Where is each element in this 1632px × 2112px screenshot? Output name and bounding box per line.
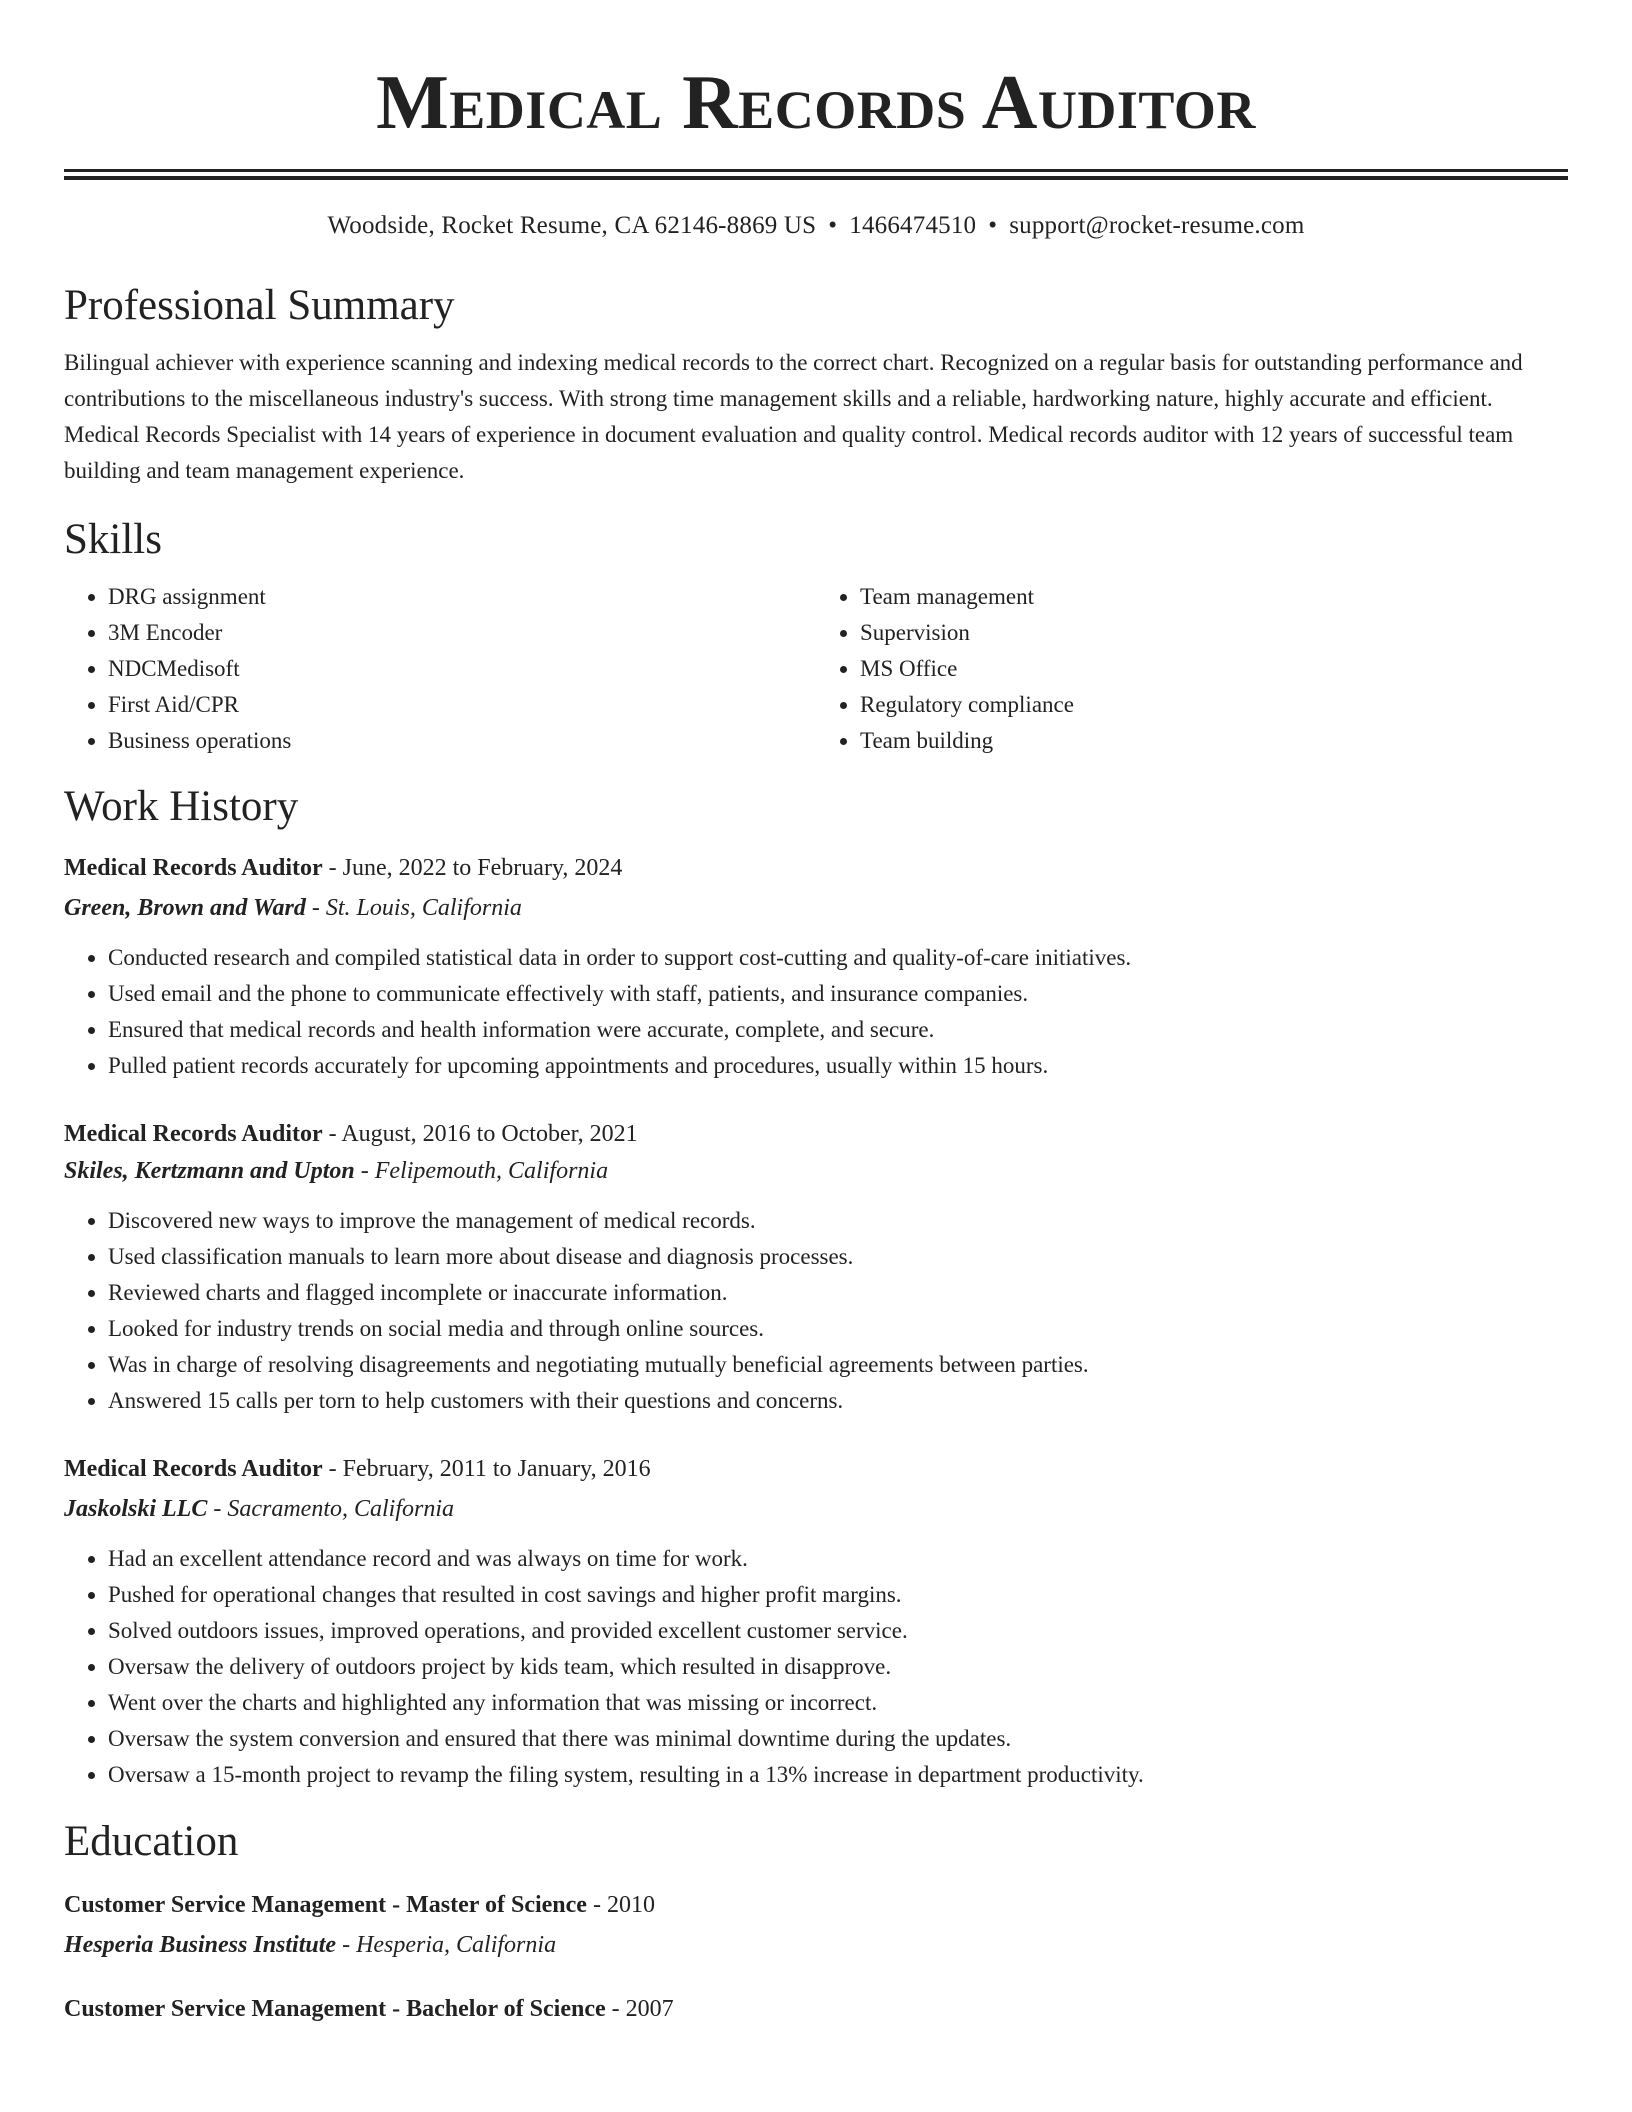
header-double-rule (64, 169, 1568, 180)
contact-phone: 1466474510 (849, 212, 977, 239)
job-role: Medical Records Auditor (64, 1121, 323, 1147)
job-role: Medical Records Auditor (64, 1456, 323, 1482)
job-bullet: • Oversaw the delivery of outdoors project by kids team, which resulted in disapprove. (108, 1649, 1568, 1685)
job-bullet: • Discovered new ways to improve the management of medical records. (108, 1203, 1568, 1239)
summary-heading: Professional Summary (64, 282, 455, 329)
skills-column-left (64, 579, 816, 759)
education-location: Hesperia, California (356, 1932, 557, 1958)
job-entry (64, 1451, 1568, 1793)
job-employer (64, 890, 1568, 926)
job-bullet: • Answered 15 calls per torn to help customers with their questions and concerns. (108, 1383, 1568, 1419)
job-company: Skiles, Kertzmann and Upton (64, 1158, 355, 1184)
job-company: Green, Brown and Ward (64, 895, 306, 921)
job-location: Sacramento, California (227, 1496, 455, 1522)
skills-list (64, 579, 1568, 759)
job-bullet: • Solved outdoors issues, improved operations, and provided excellent customer service. (108, 1613, 1568, 1649)
dash: - (354, 1158, 375, 1184)
skill-item: • NDCMedisoft (108, 651, 816, 687)
dash: - (336, 1932, 357, 1958)
education-entry (64, 1887, 1568, 1963)
job-dates: June, 2022 to February, 2024 (342, 855, 623, 881)
contact-line (64, 210, 1568, 242)
skill-item: • MS Office (860, 651, 1568, 687)
resume-name: Medical Records Auditor (376, 59, 1256, 145)
skill-item: • DRG assignment (108, 579, 816, 615)
dash: - (207, 1496, 228, 1522)
skill-item: • 3M Encoder (108, 615, 816, 651)
job-bullet: • Oversaw the system conversion and ensured that there was minimal downtime during the updates. (108, 1721, 1568, 1757)
job-bullets (64, 940, 1568, 1084)
education-degree: Customer Service Management - Master of Science (64, 1892, 587, 1918)
job-location: St. Louis, California (325, 895, 522, 921)
job-bullet: • Had an excellent attendance record and was always on time for work. (108, 1541, 1568, 1577)
education-year: 2010 (606, 1892, 655, 1918)
summary-text: Bilingual achiever with experience scanning and indexing medical records to the correct chart. Recognized on a regular basis for outstanding performance and contributions to the miscellaneous industry's success. With strong time management skills and a reliable, hardworking nature, highly accurate and efficient. Medical Records Specialist with 14 years of experience in document evaluation and quality control. Medical records auditor with 12 years of successful team building and team management experience. (64, 350, 1523, 483)
skill-item: • Team management (860, 579, 1568, 615)
skills-column-right (816, 579, 1568, 759)
skill-item: • Regulatory compliance (860, 687, 1568, 723)
skill-item: • Supervision (860, 615, 1568, 651)
education-school: Hesperia Business Institute (64, 1932, 337, 1958)
education-year: 2007 (625, 1996, 674, 2022)
education-heading: Education (64, 1818, 239, 1865)
job-dates: February, 2011 to January, 2016 (342, 1456, 651, 1482)
skills-heading: Skills (64, 516, 162, 563)
job-bullet: • Was in charge of resolving disagreements and negotiating mutually beneficial agreements between parties. (108, 1347, 1568, 1383)
education-header (64, 1991, 1568, 2027)
job-role: Medical Records Auditor (64, 855, 323, 881)
dash: - (322, 855, 343, 881)
dash: - (586, 1892, 607, 1918)
job-bullet: • Used classification manuals to learn more about disease and diagnosis processes. (108, 1239, 1568, 1275)
dash: - (322, 1456, 343, 1482)
dash: - (605, 1996, 626, 2022)
job-employer (64, 1153, 1568, 1189)
skill-item: • Team building (860, 723, 1568, 759)
job-bullet: • Pushed for operational changes that resulted in cost savings and higher profit margins. (108, 1577, 1568, 1613)
job-bullet: • Oversaw a 15-month project to revamp the filing system, resulting in a 13% increase in department productivity. (108, 1757, 1568, 1793)
education-degree: Customer Service Management - Bachelor of Science (64, 1996, 606, 2022)
education-entry (64, 1991, 1568, 2027)
education-school-line (64, 1927, 1568, 1963)
job-entry (64, 1116, 1568, 1419)
job-bullet: • Pulled patient records accurately for upcoming appointments and procedures, usually within 15 hours. (108, 1048, 1568, 1084)
job-bullet: • Ensured that medical records and health information were accurate, complete, and secure. (108, 1012, 1568, 1048)
job-dates: August, 2016 to October, 2021 (341, 1121, 638, 1147)
contact-email: support@rocket-resume.com (1009, 212, 1305, 239)
dash: - (322, 1121, 342, 1147)
job-header (64, 1116, 1568, 1152)
job-bullet: • Looked for industry trends on social media and through online sources. (108, 1311, 1568, 1347)
job-employer (64, 1491, 1568, 1527)
contact-address: Woodside, Rocket Resume, CA 62146-8869 US (327, 212, 817, 239)
education-header (64, 1887, 1568, 1923)
job-bullet: • Went over the charts and highlighted any information that was missing or incorrect. (108, 1685, 1568, 1721)
job-header (64, 850, 1568, 886)
contact-separator: • (988, 212, 998, 239)
dash: - (305, 895, 326, 921)
job-bullets (64, 1541, 1568, 1793)
job-bullets (64, 1203, 1568, 1419)
job-header (64, 1451, 1568, 1487)
work-history-heading: Work History (64, 783, 299, 830)
job-company: Jaskolski LLC (64, 1496, 208, 1522)
job-bullet: • Used email and the phone to communicate effectively with staff, patients, and insurance companies. (108, 976, 1568, 1012)
skill-item: • Business operations (108, 723, 816, 759)
job-entry (64, 850, 1568, 1084)
job-bullet: • Conducted research and compiled statistical data in order to support cost-cutting and quality-of-care initiatives. (108, 940, 1568, 976)
skill-item: • First Aid/CPR (108, 687, 816, 723)
job-location: Felipemouth, California (374, 1158, 609, 1184)
contact-separator: • (828, 212, 838, 239)
job-bullet: • Reviewed charts and flagged incomplete or inaccurate information. (108, 1275, 1568, 1311)
